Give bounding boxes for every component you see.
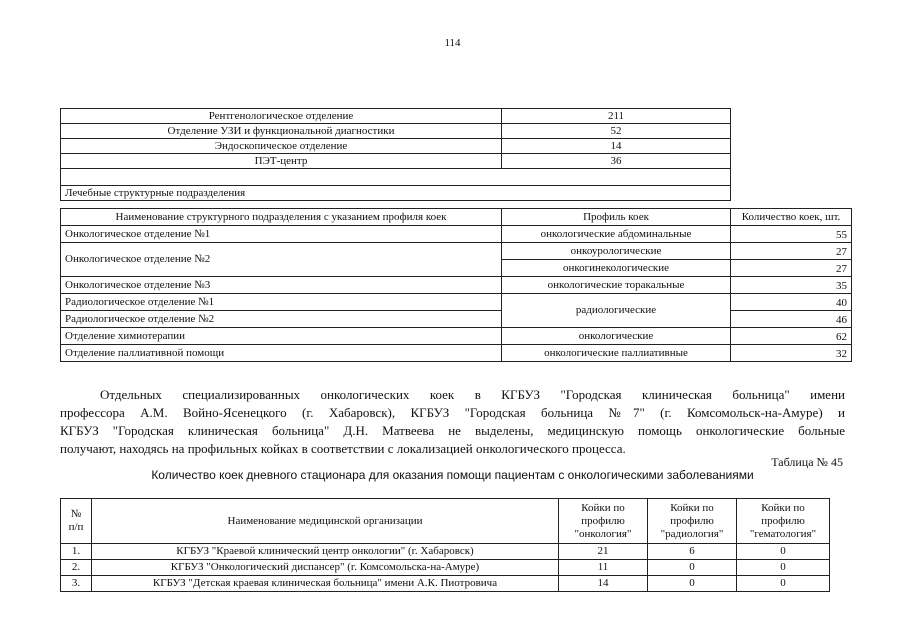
bed-profile: онкологические паллиативные [502,345,731,362]
oncology-beds: 11 [559,560,648,576]
header-profile: Профиль коек [502,209,731,226]
unit-name: ПЭТ-центр [61,154,502,169]
row-num: 2. [61,560,92,576]
table-row [61,109,731,124]
table-header-row [61,499,830,544]
empty-row [61,169,731,186]
diagnostic-units-table [60,108,731,201]
bed-profile: онкологические абдоминальные [502,226,731,243]
radiology-beds: 0 [648,560,737,576]
oncology-beds: 14 [559,576,648,592]
radiology-beds: 0 [648,576,737,592]
table-row [61,560,830,576]
dept-name: Отделение паллиативной помощи [61,345,502,362]
paragraph-line: профессора А.М. Войно-Ясенецкого (г. Хабаровск), КГБУЗ "Городская больница №7" (г. Комсомольск-на-Амуре) и [60,405,845,420]
bed-count: 35 [731,277,852,294]
bed-count: 27 [731,243,852,260]
beds-table [60,208,852,362]
table-header-row [61,209,852,226]
bed-count: 46 [731,311,852,328]
header-name: Наименование медицинской организации [92,499,559,544]
hematology-beds: 0 [737,560,830,576]
bed-profile: онкологические торакальные [502,277,731,294]
header-count: Количество коек, шт. [731,209,852,226]
table-row [61,139,731,154]
paragraph-line: КГБУЗ "Городская клиническая больница" Д.Н. Матвеева не выделены, медицинскую помощь онкологические больные [60,423,845,438]
dept-name: Онкологическое отделение №2 [61,243,502,277]
bed-count: 27 [731,260,852,277]
row-num: 3. [61,576,92,592]
table-row [61,154,731,169]
bed-profile: радиологические [502,294,731,328]
section-title: Лечебные структурные подразделения [61,186,731,201]
table-row [61,544,830,560]
table-row [61,311,852,328]
day-hospital-table [60,498,830,592]
table-label: Таблица № 45 [771,455,843,469]
org-name: КГБУЗ "Краевой клинический центр онкологии" (г. Хабаровск) [92,544,559,560]
bed-profile: онкогинекологические [502,260,731,277]
table-row [61,576,830,592]
table-row [61,124,731,139]
hematology-beds: 0 [737,544,830,560]
header-oncology: Койки по профилю "онкология" [559,499,648,544]
table-row [61,345,852,362]
bed-profile: онкоурологические [502,243,731,260]
row-num: 1. [61,544,92,560]
dept-name: Онкологическое отделение №3 [61,277,502,294]
header-dept: Наименование структурного подразделения с указанием профиля коек [61,209,502,226]
table-row [61,294,852,311]
unit-value: 52 [502,124,731,139]
paragraph-line: Отдельных специализированных онкологических коек в КГБУЗ "Городская клиническая больница" имени [100,387,845,402]
oncology-beds: 21 [559,544,648,560]
paragraph-line: получают, находясь на профильных койках в соответствии с локализацией онкологического процесса. [60,441,626,456]
unit-value: 211 [502,109,731,124]
bed-count: 55 [731,226,852,243]
bed-profile: онкологические [502,328,731,345]
body-paragraph [60,386,845,458]
table-row [61,277,852,294]
table-row [61,328,852,345]
unit-value: 14 [502,139,731,154]
bed-count: 62 [731,328,852,345]
radiology-beds: 6 [648,544,737,560]
section-row [61,186,731,201]
table-row [61,243,852,260]
bed-count: 32 [731,345,852,362]
unit-value: 36 [502,154,731,169]
hematology-beds: 0 [737,576,830,592]
unit-name: Эндоскопическое отделение [61,139,502,154]
header-hematology: Койки по профилю "гематология" [737,499,830,544]
dept-name: Радиологическое отделение №1 [61,294,502,311]
org-name: КГБУЗ "Онкологический диспансер" (г. Комсомольска-на-Амуре) [92,560,559,576]
org-name: КГБУЗ "Детская краевая клиническая больница" имени А.К. Пиотровича [92,576,559,592]
table-caption: Количество коек дневного стационара для оказания помощи пациентам с онкологическими заболеваниями [151,468,754,482]
table-row [61,226,852,243]
header-num: № п/п [61,499,92,544]
page-number: 114 [444,37,461,49]
dept-name: Радиологическое отделение №2 [61,311,502,328]
dept-name: Отделение химиотерапии [61,328,502,345]
empty-cell [61,169,731,186]
unit-name: Рентгенологическое отделение [61,109,502,124]
bed-count: 40 [731,294,852,311]
dept-name: Онкологическое отделение №1 [61,226,502,243]
header-radiology: Койки по профилю "радиология" [648,499,737,544]
unit-name: Отделение УЗИ и функциональной диагностики [61,124,502,139]
